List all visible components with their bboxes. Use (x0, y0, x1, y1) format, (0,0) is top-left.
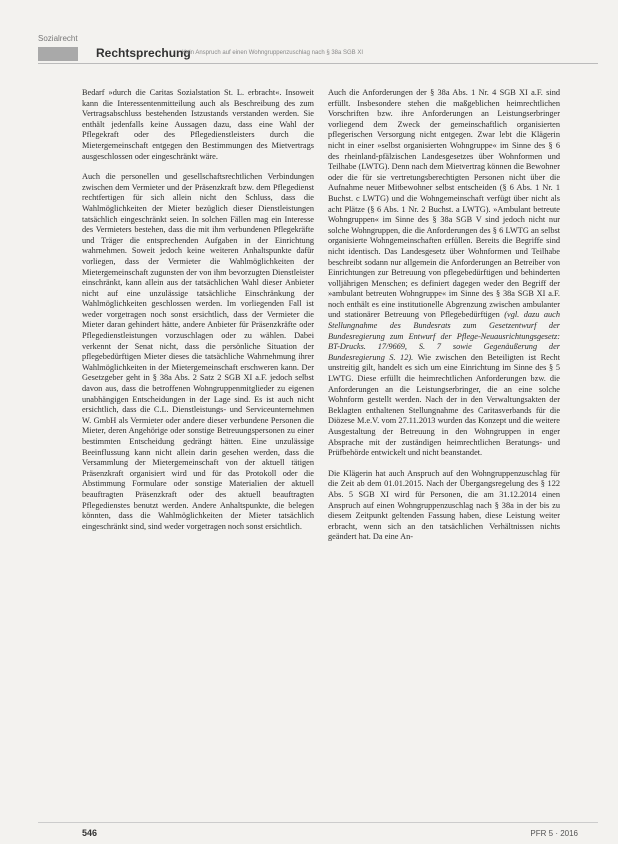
right-column (328, 88, 560, 553)
paragraph-text: Auch die Anforderungen der § 38a Abs. 1 Nr. 4 SGB XI a.F. sind erfüllt. Insbesondere stehen die maßgeblichen heimrechtlichen Vorschriften bzw. ihre Anforderungen an Leistungserbringer vorliegend dem Zweck der gemeinschaftlich organisierten pflegerischen Versorgung nicht entgegen. Zwar lebt die Klägerin nicht in einer »selbst organisierten Wohngruppe« im Sinne des § 6 des rheinland-pfälzischen Landesgesetzes über Wohnformen und Teilhabe (LWTG). Denn nach dem Mietvertrag können die Bewohner oder die für sie vertretungsberechtigten Personen nicht über die Aufnahme neuer Mitbewohner selbst entscheiden (§ 6 Abs. 1 Nr. 1 Buchst. c LWTG) und die Wohngemeinschaft verfügt über nicht als acht Plätze (§ 6 Abs. 1 Nr. 2 Buchst. a LWTG). »Ambulant betreute Wohngruppen« im Sinne des § 38a SGB V sind jedoch nicht nur solche Wohngruppen, die die Anforderungen des § 6 LWTG an selbst organisierte Wohngemeinschaften erfüllen. Bereits die Begriffe sind nicht identisch. Das Landesgesetz über Wohnformen und Teilhabe beschreibt sodann nur allgemein die Anforderungen an Betreiber von Einrichtungen zur Betreuung von pflegebedürftigen und behinderten volljährigen Menschen; es definiert dagegen weder den Begriff der »ambulant betreuten Wohngruppe« im Sinne des § 38a SGB XI a.F. noch enthält es eine institutionelle Abgrenzung zwischen ambulanter und stationärer Betreuung von Pflegebedürftigen (328, 88, 560, 320)
paragraph (328, 88, 560, 459)
paragraph: Bedarf »durch die Caritas Sozialstation St. L. erbracht«. Insoweit kann die Interessentenmitteilung auch als Beschreibung des zum Vertragsabschluss bestehenden Istzustands verstanden werden. Sie enthält jedenfalls keine Aussagen dazu, dass eine Wahl der Pflegekraft oder des Pflegedienstleisters durch die Mietergemeinschaft entgegen den Bestimmungen des Mietvertrags ausgeschlossen oder eingeschränkt wäre. (82, 88, 314, 161)
paragraph: Die Klägerin hat auch Anspruch auf den Wohngruppenzuschlag für die Zeit ab dem 01.01.2015. Nach der Übergangsregelung des § 122 Abs. 5 SGB XI wird für Personen, die am 31.12.2014 einen Anspruch auf einen Wohngruppenzuschlag nach § 38a in der bis zu diesem Zeitpunkt geltenden Fassung haben, diese Leistung weiter erbracht, wenn sich an den tatsächlichen Verhältnissen nichts geändert hat. Da eine An- (328, 468, 560, 542)
page-number: 546 (82, 828, 98, 838)
citation: (vgl. dazu auch Stellungnahme des Bundesrats zum Gesetzentwurf der Bundesregierung zum Entwurf der Pflege-Neuausrichtungsgesetz: BT-Drucks. 17/9669, S. 7 sowie Gegenäußerung der Bundesregierung S. 12). (328, 310, 560, 362)
paragraph-text: Wie zwischen den Beteiligten ist Recht unstreitig gilt, handelt es sich um eine Einrichtung im Sinne des § 5 LWTG. Diese erfüllt die heimrechtlichen Anforderungen bzw. die Anforderungen an die Leistungserbringer, die an eine solche Wohnform gestellt werden. Nach der in den Verwaltungsakten der Beklagten enthaltenen Stellungnahme des Caritasverbands für die Diözese M.e.V. vom 27.11.2013 wurden das Konzept und die weitere Ausgestaltung der Betreuung in den Wohngruppen in enger Absprache mit der zuständigen heimrechtlichen Beratungs- und Prüfbehörde entwickelt und nicht beanstandet. (328, 352, 560, 458)
journal-issue: PFR 5 · 2016 (530, 829, 578, 838)
header-title: Rechtsprechung (96, 46, 191, 60)
left-column (82, 88, 314, 542)
section-label: Sozialrecht (38, 34, 78, 43)
running-header (38, 45, 598, 64)
header-subtitle: Kein Anspruch auf einen Wohngruppenzuschlag nach § 38a SGB XI (182, 50, 364, 56)
footer-rule (38, 822, 598, 823)
paragraph: Auch die personellen und gesellschaftsrechtlichen Verbindungen zwischen dem Vermieter und der Präsenzkraft bzw. dem Pflegedienst rechtfertigen für sich allein nicht den Schluss, dass die Wahlmöglichkeiten der Mieter bezüglich dieser Dienstleistungen tatsächlich eingeschränkt seien. In solchen Fällen mag ein Interesse des Vermieters bestehen, dass die mit ihm verbundenen Pflegekräfte und Träger die entsprechenden Aufgaben in der Einrichtung wahrnehmen. Soweit jedoch keine weiteren Anhaltspunkte dafür vorliegen, dass der Vermieter die Wahlmöglichkeiten der Mietergemeinschaft zugunsten der von ihm bevorzugten Dienstleister einschränkt, kann allein aus der tatsächlichen Wahl dieser Anbieter nicht auf eine unzulässige tatsächliche Einschränkung der Wahlmöglichkeiten geschlossen werden. Im vorliegenden Fall ist weder vorgetragen noch sonst ersichtlich, dass der Vermieter die Mieter daran gehindert hätte, andere Anbieter für Präsenzkräfte oder Pflegedienstleistungen vorzuschlagen oder zu wählen. Dabei verkennt der Senat nicht, dass die persönliche Situation der pflegebedürftigen Mieter dieses die tatsächliche Wahrnehmung ihrer Wahlmöglichkeiten in der Mietergemeinschaft erschweren kann. Der Gesetzgeber geht in § 38a Abs. 2 Satz 2 SGB XI a.F. jedoch selbst davon aus, dass die betroffenen Wohngruppenmitglieder zu eigenen unabhängigen Entscheidungen in der Lage sind. Es ist auch nicht ersichtlich, dass die C.L. Dienstleistungs- und Serviceunternehmen W. GmbH als Vermieter oder andere dieser verbundene Personen die Mieter, deren Angehörige oder sonstige Betreuungspersonen zu einer bestimmten Entscheidung gedrängt hätten. Eine unzulässige Beeinflussung kann nicht allein darin gesehen werden, dass die Versammlung der Mietergemeinschaft von der aktuell tätigen Präsenzkraft organisiert wird und für das Protokoll oder die Abstimmung Formulare oder sonstige Materialien der aktuell beauftragten Präsenzkraft oder des aktuell beauftragten Pflegedienstes benutzt werden. Andere Anhaltspunkte, die belegen könnten, dass die Wahlmöglichkeiten der Mieter tatsächlich eingeschränkt sind, sind weder vorgetragen noch sonst ersichtlich. (82, 172, 314, 531)
header-gray-block (38, 47, 78, 61)
